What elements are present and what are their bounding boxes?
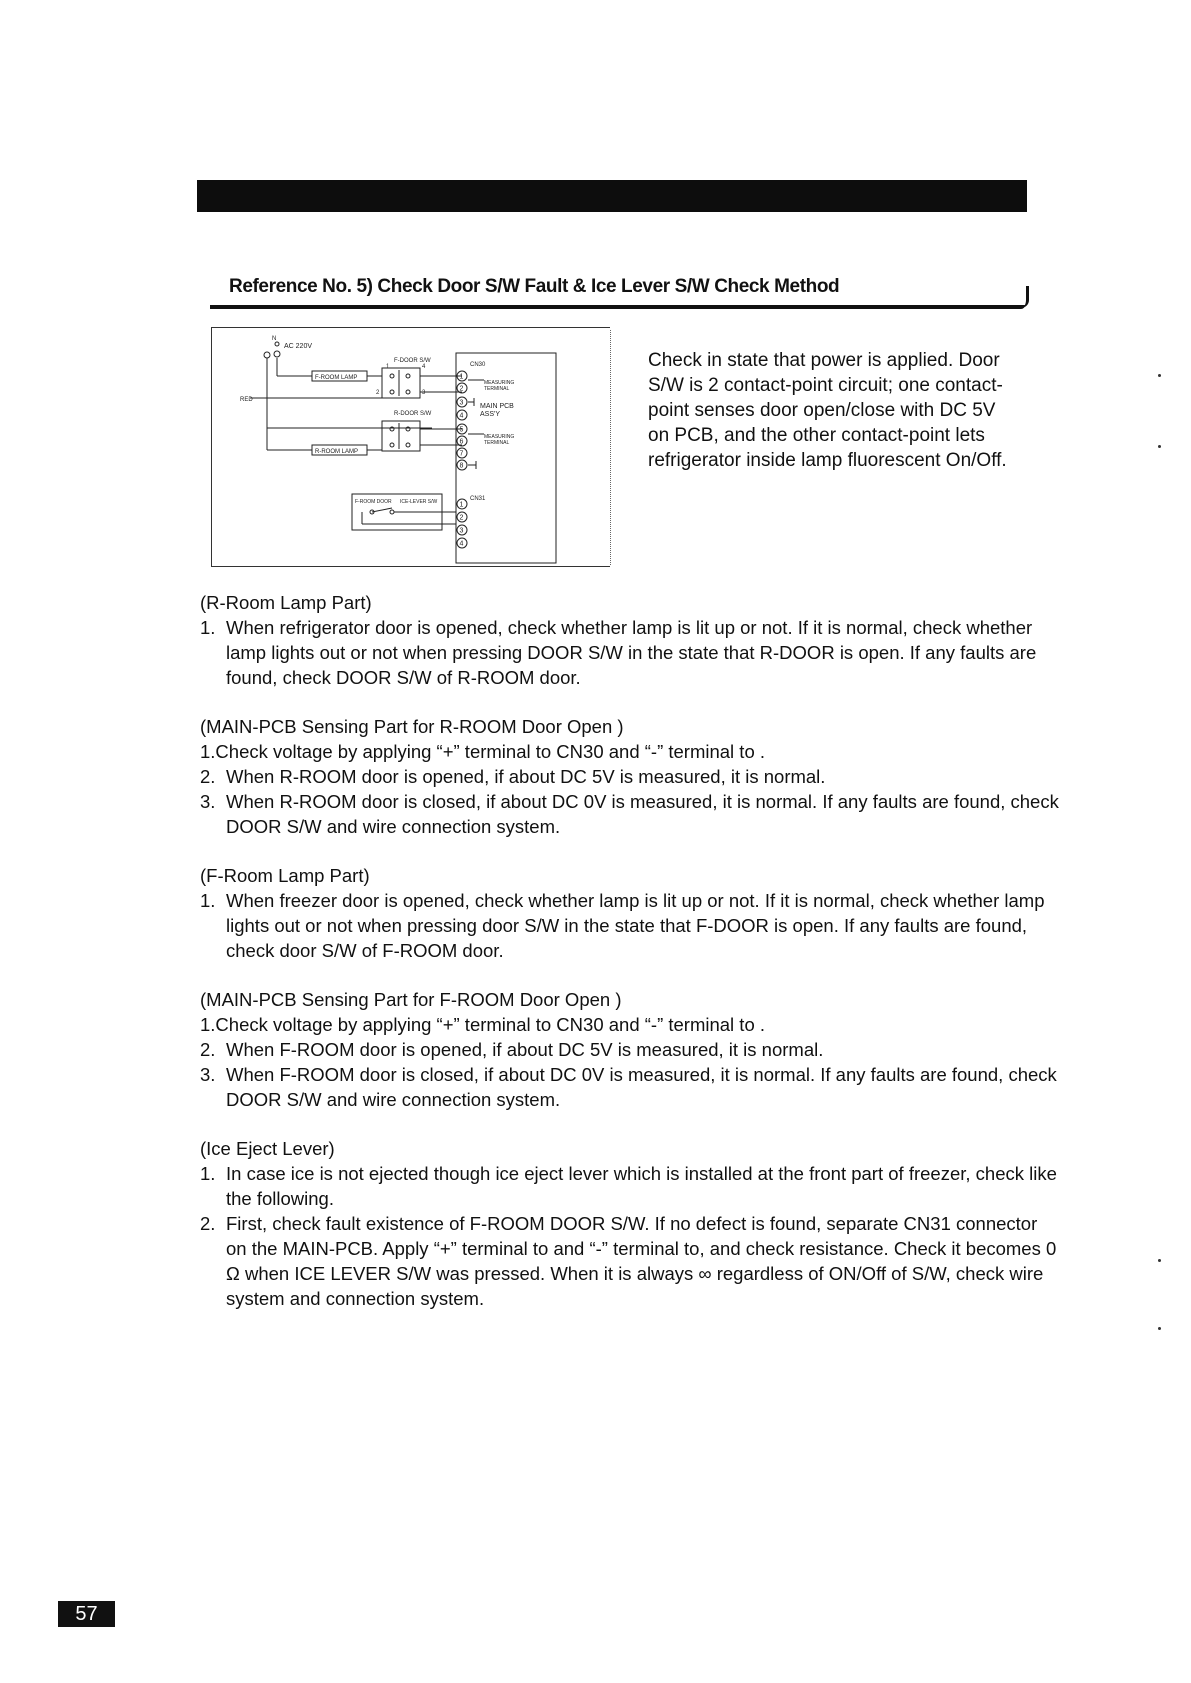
list-item: 1. When freezer door is opened, check whether lamp is lit up or not. If it is normal, check whether lamp lights out or not when pressing door S/W in the state that F-DOOR is open. If any faults are found, check door S/W of F-ROOM door. [200, 890, 1045, 961]
list-item: 2. When F-ROOM door is opened, if about DC 5V is measured, it is normal. [200, 1039, 824, 1060]
heading-underline-hook [1016, 286, 1029, 308]
section-title: (R-Room Lamp Part) [200, 592, 372, 613]
f-sw-pin-4: 4 [422, 364, 426, 370]
power-terminal-n [274, 351, 280, 357]
f-door-sw-label: F-DOOR S/W [394, 358, 431, 364]
header-bar [197, 180, 1027, 212]
terminal-label-2: TERMINAL [484, 440, 510, 446]
section-title: (Ice Eject Lever) [200, 1138, 335, 1159]
cn31-pin: 1 [459, 501, 464, 509]
diagram-divider [610, 330, 612, 565]
f-room-pcb-section [200, 987, 1060, 1112]
list-item: 2. When R-ROOM door is opened, if about DC 5V is measured, it is normal. [200, 766, 826, 787]
cn30-pin: 8 [459, 462, 464, 470]
list-item: 3. When F-ROOM door is closed, if about DC 0V is measured, it is normal. If any faults are found, check DOOR S/W and wire connection system. [200, 1064, 1057, 1110]
section-title: (MAIN-PCB Sensing Part for F-ROOM Door Open ) [200, 989, 622, 1010]
cn30-label: CN30 [470, 362, 486, 368]
scan-speck [1158, 374, 1161, 377]
procedure-body [200, 590, 1060, 1335]
f-sw-pin-1: 1 [386, 364, 390, 370]
list-item: 1.Check voltage by applying “+” terminal to CN30 and “-” terminal to . [200, 1014, 766, 1035]
scan-speck [1158, 1327, 1161, 1330]
section-title: (MAIN-PCB Sensing Part for R-ROOM Door Open ) [200, 716, 624, 737]
measuring-label-1: MEASURING [484, 380, 515, 386]
scan-speck [1158, 445, 1161, 448]
cn31-pins [457, 499, 467, 548]
f-sw-pin-3: 3 [422, 390, 426, 396]
f-door-switch [382, 368, 420, 398]
cn30-pin: 5 [459, 426, 464, 434]
n-label: N [272, 336, 277, 342]
f-room-door-label: F-ROOM DOOR [355, 499, 392, 505]
cn30-pin: 4 [459, 412, 464, 420]
reference-heading: Reference No. 5) Check Door S/W Fault & Ice Lever S/W Check Method [229, 276, 840, 297]
ice-eject-lever-section [200, 1136, 1060, 1311]
list-item: 2. First, check fault existence of F-ROOM DOOR S/W. If no defect is found, separate CN31 connector on the MAIN-PCB. Apply “+” terminal to and “-” terminal to, and check resistance. Check it becomes 0 Ω when ICE LEVER S/W was pressed. When it is always ∞ regardless of ON/Off of S/W, check wire system and connection system. [200, 1213, 1057, 1309]
f-room-lamp-label: F-ROOM LAMP [315, 375, 358, 381]
list-item: 3. When R-ROOM door is closed, if about DC 0V is measured, it is normal. If any faults are found, check DOOR S/W and wire connection system. [200, 791, 1059, 837]
r-door-sw-label: R-DOOR S/W [394, 411, 432, 417]
circuit-diagram-svg [212, 328, 610, 566]
cn30-pin: 7 [459, 450, 464, 458]
cn30-pin: 1 [459, 373, 464, 381]
list-item: 1. When refrigerator door is opened, check whether lamp is lit up or not. If it is normal, check whether lamp lights out or not when pressing DOOR S/W in the state that R-DOOR is open. If any faults are found, check DOOR S/W of R-ROOM door. [200, 617, 1037, 688]
heading-underline [210, 305, 1025, 309]
cn30-pin: 6 [459, 438, 464, 446]
circuit-diagram [211, 327, 610, 567]
ac-label: AC 220V [284, 343, 313, 350]
power-terminal-top [275, 342, 279, 346]
cn31-label: CN31 [470, 496, 486, 502]
r-room-lamp-section [200, 590, 1060, 690]
measuring-label-2: MEASURING [484, 434, 515, 440]
page-number: 57 [58, 1601, 115, 1627]
scan-speck [1158, 1259, 1161, 1262]
list-item: 1. In case ice is not ejected though ice eject lever which is installed at the front part of freezer, check like the following. [200, 1163, 1057, 1209]
cn31-pin: 4 [459, 540, 464, 548]
cn30-pin: 3 [459, 399, 464, 407]
assy-label: ASS'Y [480, 411, 501, 418]
red-label: RED [240, 397, 253, 403]
intro-paragraph: Check in state that power is applied. Door S/W is 2 contact-point circuit; one contact-point senses door open/close with DC 5V on PCB, and the other contact-point lets refrigerator inside lamp fluorescent On/Off. [648, 350, 1007, 471]
section-title: (F-Room Lamp Part) [200, 865, 370, 886]
r-room-lamp-label: R-ROOM LAMP [315, 449, 359, 455]
f-sw-pin-2: 2 [376, 390, 380, 396]
f-room-lamp-section [200, 863, 1060, 963]
terminal-label-1: TERMINAL [484, 386, 510, 392]
r-door-switch [382, 421, 420, 451]
main-pcb-label: MAIN PCB [480, 403, 514, 410]
cn31-pin: 2 [459, 514, 464, 522]
cn30-pins [457, 371, 467, 470]
ice-lever-sw-label: ICE-LEVER S/W [400, 499, 438, 505]
ground-terminal [264, 352, 270, 358]
r-room-pcb-section [200, 714, 1060, 839]
cn31-pin: 3 [459, 527, 464, 535]
list-item: 1.Check voltage by applying “+” terminal to CN30 and “-” terminal to . [200, 741, 766, 762]
cn30-pin: 2 [459, 385, 464, 393]
